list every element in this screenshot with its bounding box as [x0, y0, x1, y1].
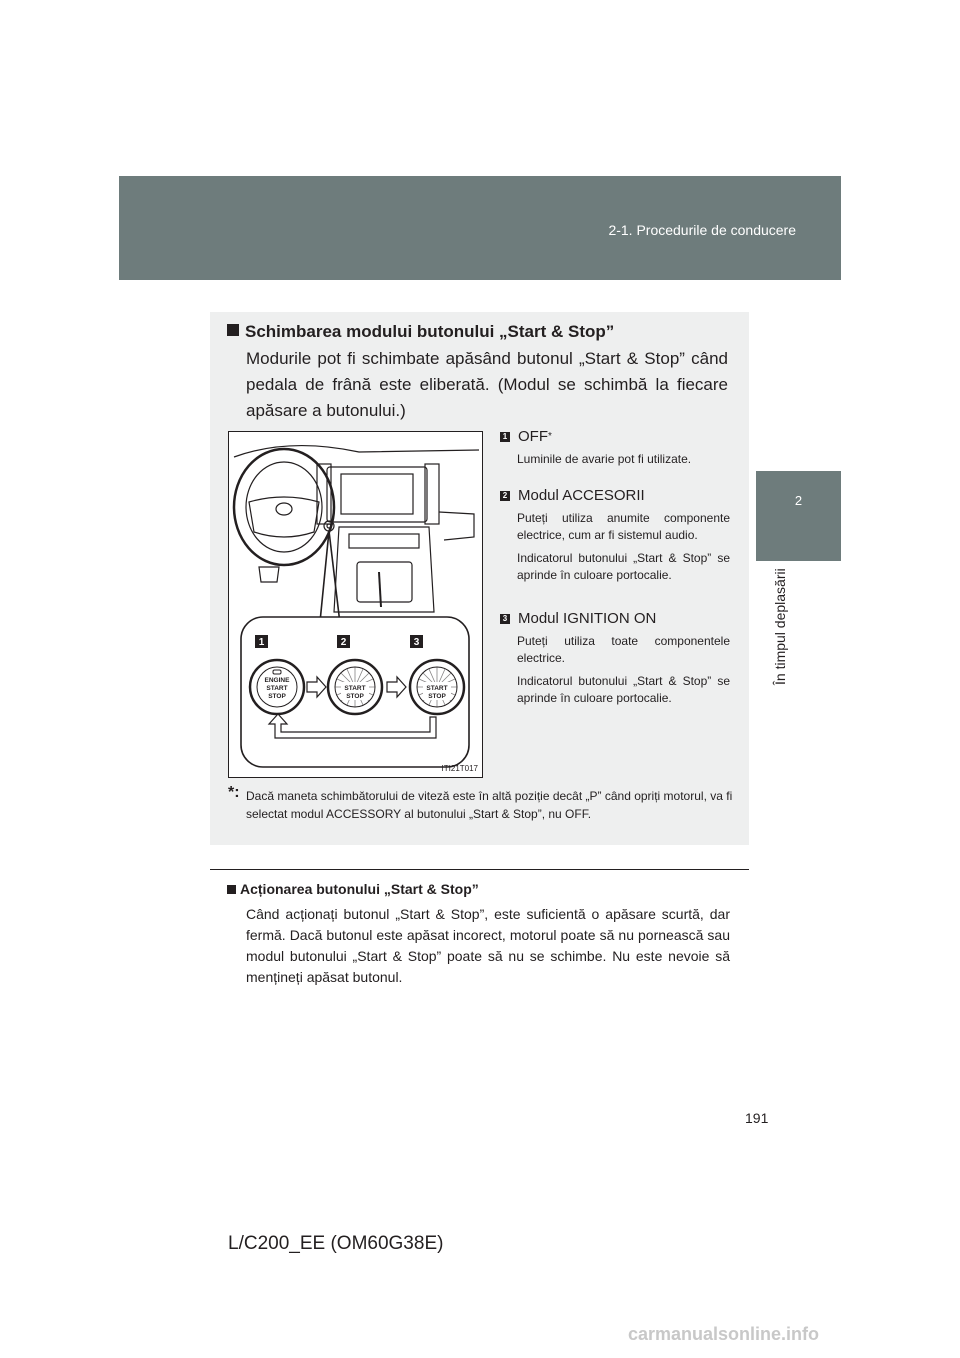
svg-text:START: START	[344, 685, 366, 692]
svg-text:STOP: STOP	[428, 693, 446, 700]
box-heading	[227, 322, 614, 342]
number-badge: 3	[500, 614, 510, 624]
mode-item-accessory	[500, 487, 730, 584]
section-body: Când acționați butonul „Start & Stop”, este suficientă o apăsare scurtă, dar fermă. Dacă butonul este apăsat incorect, motorul poate să nu pornească sau modul butonului „Start & Stop” poate să nu se schimbe. Nu este nevoie să mențineți apăsat butonul.	[246, 906, 730, 985]
number-badge: 2	[500, 491, 510, 501]
dashboard-illustration	[229, 432, 482, 777]
section-divider	[210, 869, 749, 870]
mode-desc: Indicatorul butonului „Start & Stop” se aprinde în culoare portocalie.	[517, 551, 730, 582]
box-intro: Modurile pot fi schimbate apăsând butonul „Start & Stop” când pedala de frână este eliberată. (Modul se schimbă la fiecare apăsare a butonului.)	[246, 349, 728, 420]
svg-text:ENGINE: ENGINE	[264, 677, 290, 684]
number-badge: 1	[500, 432, 510, 442]
svg-text:1: 1	[258, 637, 265, 648]
document-code: L/C200_EE (OM60G38E)	[228, 1233, 444, 1254]
page-header	[119, 176, 841, 280]
chapter-label: În timpul deplasării	[772, 568, 788, 685]
section-heading-text: Acționarea butonului „Start & Stop”	[240, 881, 479, 897]
start-stop-illustration	[228, 431, 483, 778]
section-heading	[227, 881, 479, 897]
mode-desc: Luminile de avarie pot fi utilizate.	[517, 452, 692, 466]
box-heading-text: Schimbarea modului butonului „Start & Stop”	[245, 322, 615, 341]
watermark: carmanualsonline.info	[628, 1324, 820, 1344]
svg-text:3: 3	[413, 637, 420, 648]
chapter-number-tab: 2	[756, 471, 841, 561]
mode-title: OFF	[518, 428, 548, 445]
svg-text:START: START	[266, 685, 288, 692]
footnote-text: Dacă maneta schimbătorului de viteză este în altă poziție decât „P” când opriți motorul, va fi selectat modul ACCESSORY al butonului „Start & Stop”, nu OFF.	[246, 789, 733, 821]
mode-item-off	[500, 428, 730, 468]
svg-text:2: 2	[340, 637, 347, 648]
page-number: 191	[745, 1110, 769, 1126]
svg-text:STOP: STOP	[346, 693, 364, 700]
mode-title: Modul ACCESORII	[518, 487, 645, 504]
mode-title: Modul IGNITION ON	[518, 610, 657, 627]
square-bullet-icon	[227, 324, 239, 336]
mode-desc: Puteți utiliza toate componentele electrice.	[517, 634, 730, 665]
figure-code: ITI21T017	[441, 764, 478, 773]
footnote-marker: *:	[228, 784, 240, 801]
mode-desc: Puteți utiliza anumite componente electrice, cum ar fi sistemul audio.	[517, 511, 730, 542]
mode-item-ignition-on	[500, 610, 730, 707]
footnote	[228, 784, 733, 823]
mode-desc: Indicatorul butonului „Start & Stop” se aprinde în culoare portocalie.	[517, 674, 730, 705]
square-bullet-icon	[227, 885, 236, 894]
svg-text:STOP: STOP	[268, 693, 286, 700]
svg-text:START: START	[426, 685, 448, 692]
header-title: 2-1. Procedurile de conducere	[608, 222, 796, 238]
footnote-marker: *	[548, 431, 552, 442]
